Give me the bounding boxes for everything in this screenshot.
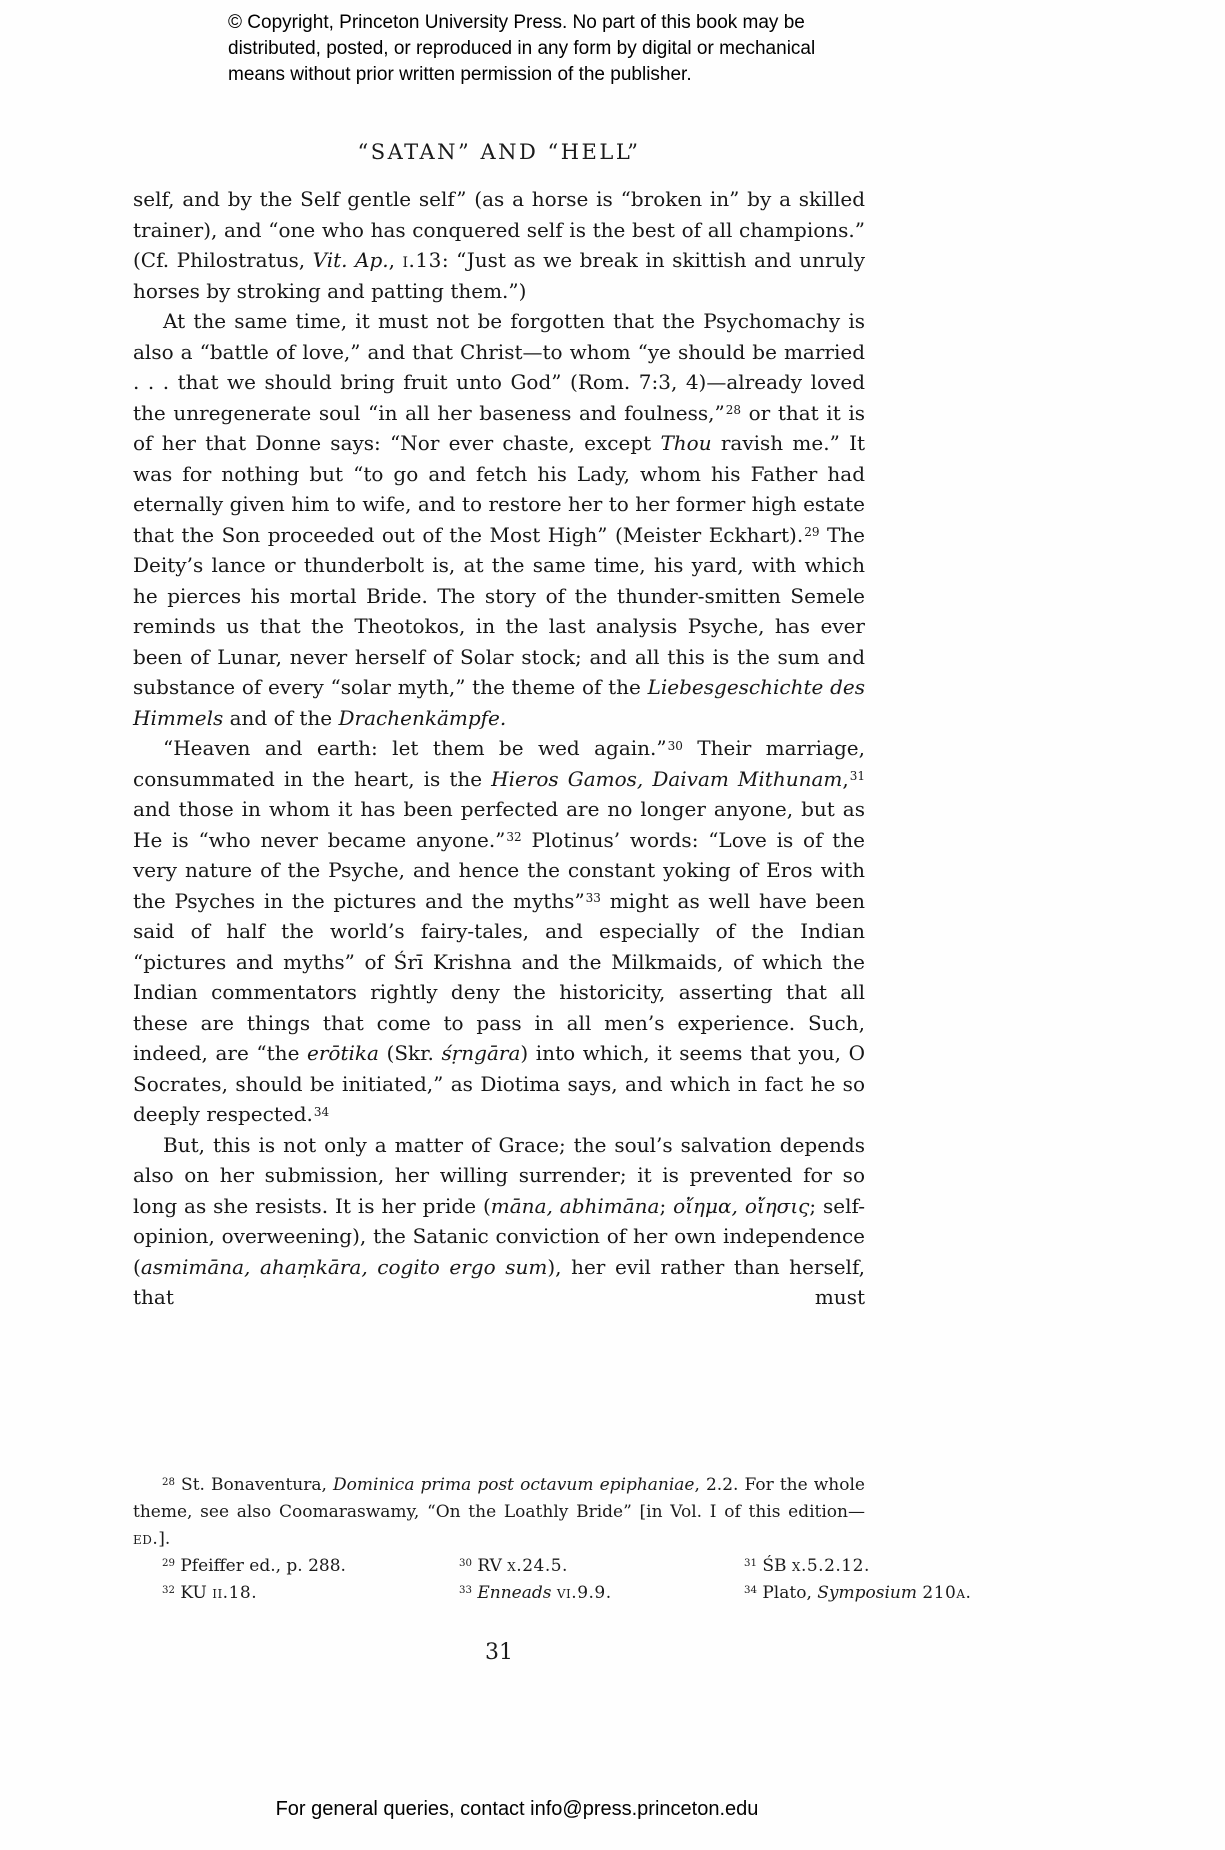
footnote-item <box>458 1553 568 1580</box>
text-run: asmimāna, ahaṃkāra, cogito ergo sum <box>140 1254 548 1279</box>
footnote-ref: 30 <box>667 738 683 753</box>
text-run: ŚB <box>756 1556 792 1576</box>
paragraph <box>133 1130 865 1313</box>
text-run: Their marriage, consummated in the heart, is the <box>133 736 865 791</box>
text-run: But, this is not only a matter of Grace; the soul’s salvation depends also on her submission, her willing surrender; it is prevented for so long as she resists. It is her pride ( <box>133 1132 865 1218</box>
footnote-ref: 31 <box>849 769 866 784</box>
text-run: Dominica prima post octavum epiphaniae <box>332 1475 695 1495</box>
text-run: ; <box>659 1193 674 1218</box>
text-run: : “Just as we break in skittish and unruly horses by stroking and patting them.”) <box>133 248 866 303</box>
text-run: or that it is of her that Donne says: “Nor ever chaste, except <box>133 400 865 455</box>
footnote-row <box>133 1553 870 1580</box>
paragraph <box>133 184 865 306</box>
text-run: , <box>388 248 403 272</box>
footnote-item <box>161 1580 257 1607</box>
text-run: Plotinus’ words: “Love is of the very nature of the Psyche, and hence the constant yoking of Eros with the Psyches in the pictures and the myths” <box>133 827 865 913</box>
text-run: x.24.5. <box>507 1556 568 1576</box>
text-run: , <box>842 766 849 791</box>
footnote-ref: 34 <box>313 1104 330 1119</box>
footnote-grid <box>133 1553 972 1607</box>
footnote-item <box>743 1580 971 1607</box>
text-run: x.5.2.12. <box>791 1556 870 1576</box>
footnotes <box>133 1472 972 1607</box>
text-run: KU <box>174 1583 213 1603</box>
text-run: Symposium <box>817 1583 917 1603</box>
text-run: Vit. Ap. <box>312 248 389 272</box>
copyright-line: distributed, posted, or reproduced in any form by digital or mechanical <box>228 38 816 59</box>
text-run: ), her evil rather than herself, that must <box>133 1254 865 1309</box>
text-run: RV <box>471 1556 508 1576</box>
footnote-ref: 28 <box>725 403 742 418</box>
text-run: vi.9.9. <box>556 1583 612 1603</box>
text-run: erōtika <box>307 1041 379 1065</box>
footnote-row <box>133 1580 972 1607</box>
footnote-ref: 33 <box>585 891 601 906</box>
footnote-ref: 32 <box>162 1585 175 1597</box>
text-run: ravish me.” It was for nothing but “to go and fetch his Lady, whom his Father had eternally given him to wife, and to restore her to her former high estate that the Son proceeded out of the Most High” (Meister Eckhart). <box>133 431 866 547</box>
text-run: ed. <box>133 1529 159 1549</box>
copyright-line: © Copyright, Princeton University Press. No part of this book may be <box>228 12 805 33</box>
text-run: “Heaven and earth: let them be wed again.” <box>163 736 667 760</box>
copyright-notice <box>228 10 815 88</box>
text-run: and those in whom it has been perfected are no longer anyone, but as He is “who never became anyone.” <box>133 797 865 852</box>
text-run: and of the <box>223 705 339 730</box>
footnote-ref: 33 <box>459 1585 472 1597</box>
text-run: māna, abhimāna <box>490 1193 660 1218</box>
text-run: ]. <box>158 1529 171 1549</box>
text-run: Plato, <box>756 1583 818 1603</box>
footnote-ref: 29 <box>162 1558 175 1570</box>
paragraph <box>133 733 865 1130</box>
text-run: might as well have been said of half the world’s fairy-tales, and especially of the Indian “pictures and myths” of Śrī Krishna and the Milkmaids, of which the Indian commentators rightly deny the historicity, asserting that all these are things that come to pass in all men’s experience. Such, indeed, are “the <box>133 888 865 1065</box>
text-run: (Skr. <box>378 1041 442 1065</box>
text-run: Drachenkämpfe. <box>338 705 507 730</box>
text-run: At the same time, it must not be forgotten that the Psychomachy is also a “battle of love,” and that Christ—to whom “ye should be married . . . that we should bring fruit unto God” (Rom. 7:3, 4)—already loved the unregenerate soul “in all her baseness and foulness,” <box>133 309 865 425</box>
text-run: The Deity’s lance or thunderbolt is, at the same time, his yard, with which he pierces his mortal Bride. The story of the thunder-smitten Semele reminds us that the Theotokos, in the last analysis Psyche, has ever been of Lunar, never herself of Solar stock; and all this is the sum and substance of every “solar myth,” the theme of the <box>133 522 866 699</box>
text-run: Liebesgeschichte des Himmels <box>133 675 865 730</box>
text-run: ii.18. <box>212 1583 258 1603</box>
text-run: St. Bonaventura, <box>174 1475 333 1495</box>
footnote-ref: 32 <box>506 830 522 845</box>
text-run: Thou <box>660 431 712 455</box>
footnote-item <box>743 1553 870 1580</box>
page-number: 31 <box>485 1640 513 1665</box>
footnote-ref: 28 <box>162 1477 175 1489</box>
running-head: “SATAN” AND “HELL” <box>357 140 641 164</box>
footnote-ref: 29 <box>804 525 820 540</box>
footnote-28 <box>133 1472 865 1553</box>
text-run: Pfeiffer ed., p. 288. <box>174 1556 346 1576</box>
footnote-ref: 31 <box>744 1558 757 1570</box>
text-run: Enneads <box>477 1583 552 1603</box>
text-run: ; self-opinion, overweening), the Satanic conviction of her own independence ( <box>133 1193 865 1279</box>
text-run: i.13 <box>402 248 442 272</box>
footer-contact: For general queries, contact info@press.princeton.edu <box>275 1798 759 1820</box>
body-text <box>133 184 865 1313</box>
text-run: Hieros Gamos, Daivam Mithunam <box>491 766 843 791</box>
text-run: ) into which, it seems that you, O Socrates, should be initiated,” as Diotima says, and which in fact he so deeply respected. <box>133 1041 865 1126</box>
footnote-item <box>161 1553 346 1580</box>
text-run: self, and by the Self gentle self” (as a horse is “broken in” by a skilled trainer), and “one who has conquered self is the best of all champions.” (Cf. Philostratus, <box>133 187 865 272</box>
text-run: οἴημα, οἴησις <box>673 1193 810 1218</box>
paragraph <box>133 306 865 733</box>
text-run: , 2.2. For the whole theme, see also Coomaraswamy, “On the Loathly Bride” [in Vol. I of this edition— <box>133 1475 865 1522</box>
footnote-ref: 30 <box>459 1558 472 1570</box>
copyright-line: means without prior written permission of the publisher. <box>228 64 692 85</box>
text-run: śṛngāra <box>441 1041 521 1065</box>
footnote-item <box>458 1580 612 1607</box>
text-run: 210a. <box>922 1583 972 1603</box>
footnote-ref: 34 <box>744 1585 757 1597</box>
